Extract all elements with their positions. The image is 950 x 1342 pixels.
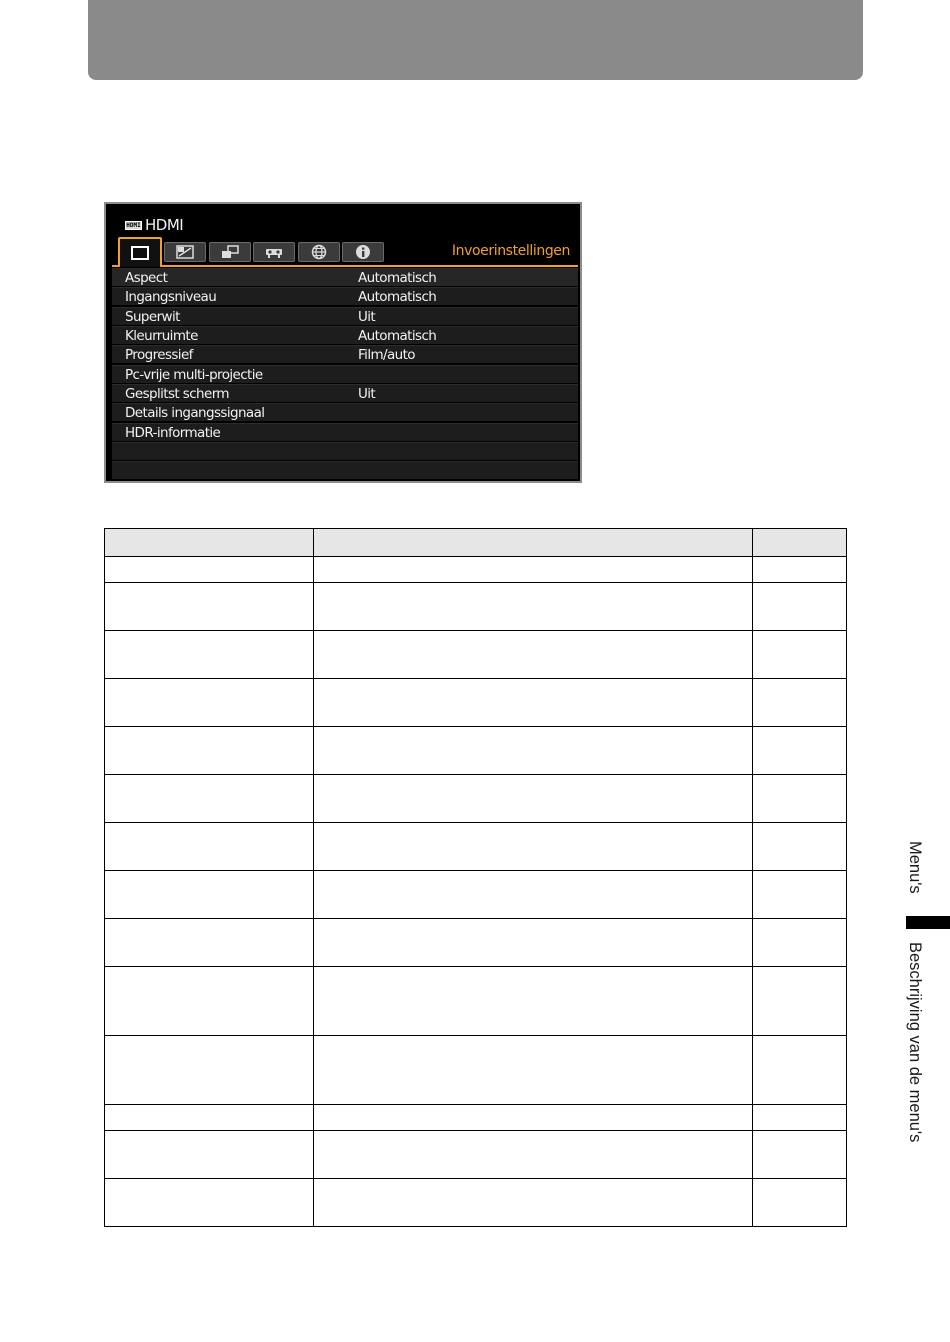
table-cell [753,727,847,775]
projector-osd-menu [104,202,582,483]
menu-item-label: Gesplitst scherm [125,386,229,403]
table-row [105,583,847,631]
menu-tab-bar [112,237,578,267]
menu-item-kleurruimte[interactable] [112,326,578,344]
menu-item-progressief[interactable] [112,345,578,363]
table-cell [753,823,847,871]
table-cell [105,775,314,823]
table-cell [753,631,847,679]
table-cell [314,679,753,727]
table-cell [753,1105,847,1131]
table-cell [314,775,753,823]
table-row [105,1131,847,1179]
menu-list [112,268,578,481]
tab-system[interactable] [298,242,340,262]
table-row [105,727,847,775]
table-cell [753,919,847,967]
tab-screen[interactable] [118,237,162,267]
table-cell [105,1131,314,1179]
table-cell [753,557,847,583]
table-row [105,631,847,679]
menu-item-value: Automatisch [358,328,437,345]
side-chapter-label: Beschrijving van de menu's [906,942,924,1143]
info-icon [355,244,371,260]
menu-item-label: HDR-informatie [125,424,221,441]
menu-item-pc-vrije-multi-projectie[interactable] [112,365,578,383]
table-row [105,1179,847,1227]
menu-item-ingangsniveau[interactable] [112,287,578,305]
menu-item-label: Superwit [125,308,180,325]
table-cell [105,557,314,583]
menu-item-value: Uit [358,308,376,325]
input-source-label: HDMI [145,216,184,234]
table-cell [753,967,847,1036]
menu-item-empty [112,442,578,460]
table-cell [105,1105,314,1131]
table-row [105,871,847,919]
menu-item-value: Automatisch [358,270,437,286]
table-cell [314,1105,753,1131]
table-row [105,1036,847,1105]
table-header-cell [314,529,753,557]
table-header-row [105,529,847,557]
table-row [105,919,847,967]
menu-item-label: Ingangsniveau [125,289,217,306]
table-row [105,679,847,727]
tab-projector-settings[interactable] [209,242,251,262]
menu-description-table [104,528,847,1227]
table-cell [105,967,314,1036]
table-cell [314,1131,753,1179]
table-cell [105,727,314,775]
table-row [105,967,847,1036]
page-header-banner [88,0,863,80]
tab-image-adjust[interactable] [164,242,206,262]
table-cell [753,583,847,631]
menu-item-value: Uit [358,386,376,403]
table-cell [105,823,314,871]
table-header-cell [753,529,847,557]
table-cell [105,631,314,679]
screen-icon [131,246,149,260]
side-section-label: Menu's [906,841,924,894]
table-header-cell [105,529,314,557]
menu-item-superwit[interactable] [112,307,578,325]
table-row [105,1105,847,1131]
menu-item-hdr-informatie[interactable] [112,423,578,441]
install-icon [265,245,283,259]
table-cell [314,967,753,1036]
table-cell [314,1179,753,1227]
menu-item-details-ingangssignaal[interactable] [112,403,578,421]
table-cell [753,871,847,919]
table-cell [753,1179,847,1227]
tab-info[interactable] [342,242,384,262]
menu-item-label: Kleurruimte [125,328,198,345]
input-source [125,216,183,234]
menu-item-empty [112,461,578,479]
hdmi-icon: HDMI [126,221,141,229]
menu-item-value: Automatisch [358,289,437,306]
menu-item-label: Progressief [125,347,193,364]
side-chapter-marker [906,916,950,929]
table-cell [314,871,753,919]
menu-tab-title: Invoerinstellingen [451,243,570,259]
table-cell [753,1036,847,1105]
table-cell [105,1179,314,1227]
menu-item-value: Film/auto [358,347,415,364]
table-row [105,823,847,871]
table-cell [314,1036,753,1105]
menu-item-gesplitst-scherm[interactable] [112,384,578,402]
table-cell [753,679,847,727]
globe-icon [311,244,327,260]
table-cell [105,871,314,919]
table-cell [314,919,753,967]
table-cell [105,1036,314,1105]
table-cell [314,727,753,775]
menu-item-aspect[interactable] [112,268,578,286]
menu-item-label: Aspect [125,270,168,286]
table-cell [314,823,753,871]
table-cell [105,919,314,967]
tab-install[interactable] [253,242,295,262]
table-cell [753,775,847,823]
menu-item-label: Pc-vrije multi-projectie [125,366,263,383]
table-cell [314,583,753,631]
table-cell [314,631,753,679]
projector-settings-icon [221,245,239,259]
table-cell [314,557,753,583]
image-adjust-icon [176,245,194,259]
menu-item-label: Details ingangssignaal [125,405,265,422]
table-cell [753,1131,847,1179]
table-cell [105,679,314,727]
table-row [105,775,847,823]
table-row [105,557,847,583]
table-cell [105,583,314,631]
